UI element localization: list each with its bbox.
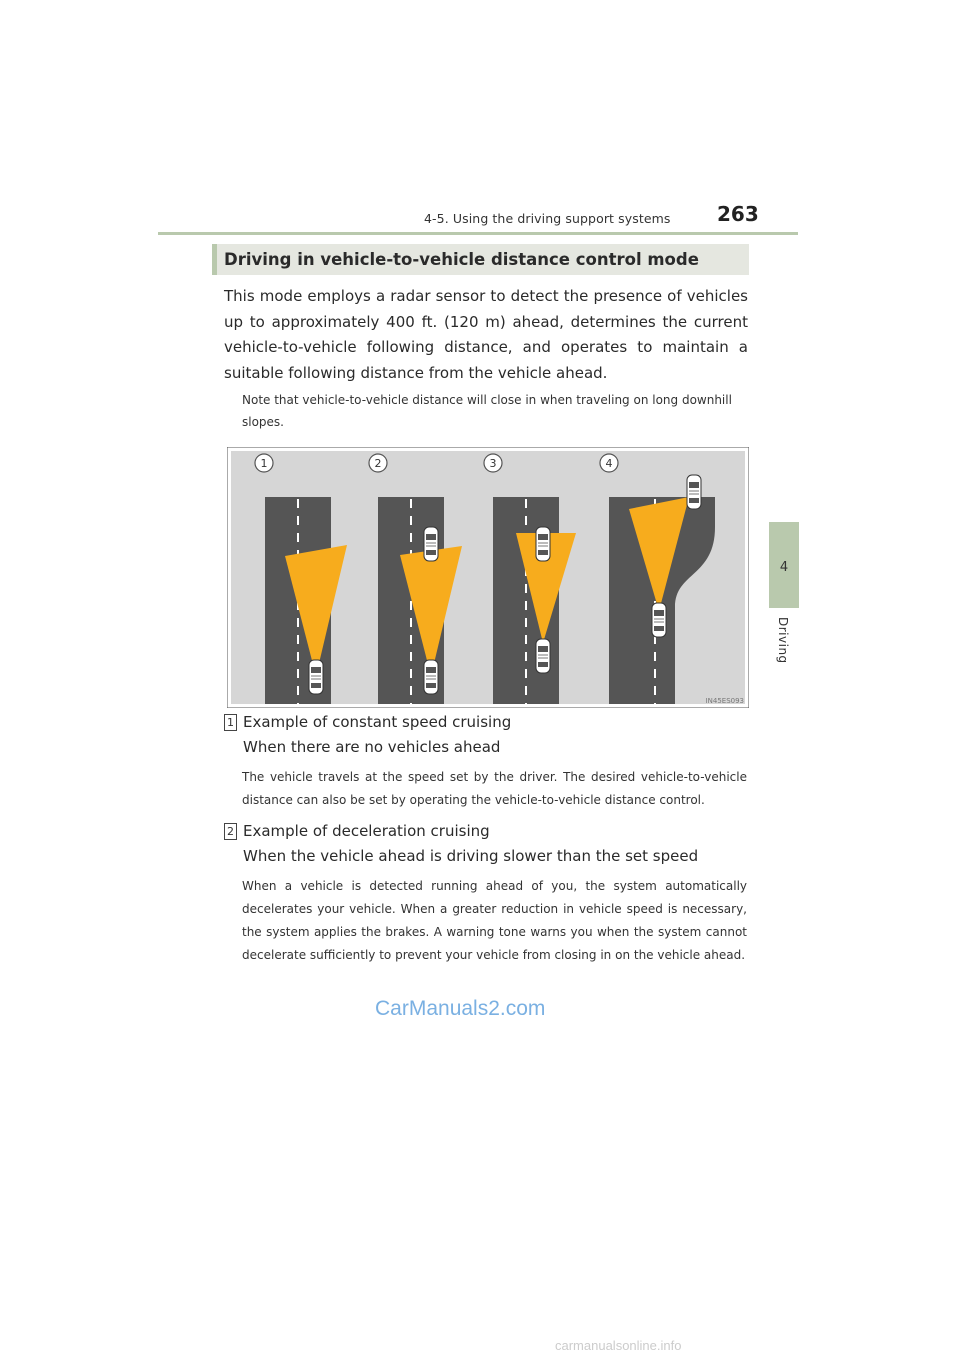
scene-label-1 (255, 454, 273, 472)
svg-text:1: 1 (260, 457, 268, 470)
page-number: 263 (717, 202, 759, 226)
header-divider (158, 232, 798, 235)
distance-control-illustration (227, 447, 749, 708)
svg-text:3: 3 (489, 457, 497, 470)
item-2-heading: Example of deceleration cruising (243, 822, 490, 840)
item-2-body: When a vehicle is detected running ahead of you, the system automatically decelerates your vehicle. When a greater reduction in vehicle speed is necessary, the system applies the brakes. A warning tone warns you when the system cannot decelerate sufficiently to prevent your vehicle from closing in on the vehicle ahead. (242, 879, 747, 962)
item-number-1: 1 (224, 714, 237, 731)
item-1-body: The vehicle travels at the speed set by the driver. The desired vehicle-to-vehicle distance can also be set by operating the vehicle-to-vehicle distance control. (242, 770, 747, 807)
item-1-heading: Example of constant speed cruising (243, 713, 512, 731)
item-2-subheading: When the vehicle ahead is driving slower than the set speed (243, 847, 699, 865)
figure-code: IN45ES093 (705, 697, 744, 705)
scene-label-4 (600, 454, 618, 472)
svg-text:2: 2 (374, 457, 382, 470)
intro-paragraph: This mode employs a radar sensor to detect the presence of vehicles up to approximately 400 ft. (120 m) ahead, determines the current vehicle-to-vehicle following distance, and operates to maintain a suitable following distance from the vehicle ahead. (224, 287, 748, 382)
item-number-2: 2 (224, 823, 237, 840)
scene-label-3 (484, 454, 502, 472)
item-1-subheading: When there are no vehicles ahead (243, 738, 501, 756)
chapter-label: Driving (776, 617, 790, 664)
chapter-number: 4 (779, 560, 789, 575)
section-title: 4-5. Using the driving support systems (424, 211, 671, 226)
page-heading: Driving in vehicle-to-vehicle distance control mode (224, 250, 699, 269)
svg-text:4: 4 (605, 457, 613, 470)
watermark-text: CarManuals2.com (375, 997, 546, 1020)
footer-watermark: carmanualsonline.info (555, 1338, 682, 1353)
scene-label-2 (369, 454, 387, 472)
note-paragraph: Note that vehicle-to-vehicle distance will close in when traveling on long downhill slopes. (242, 393, 732, 429)
